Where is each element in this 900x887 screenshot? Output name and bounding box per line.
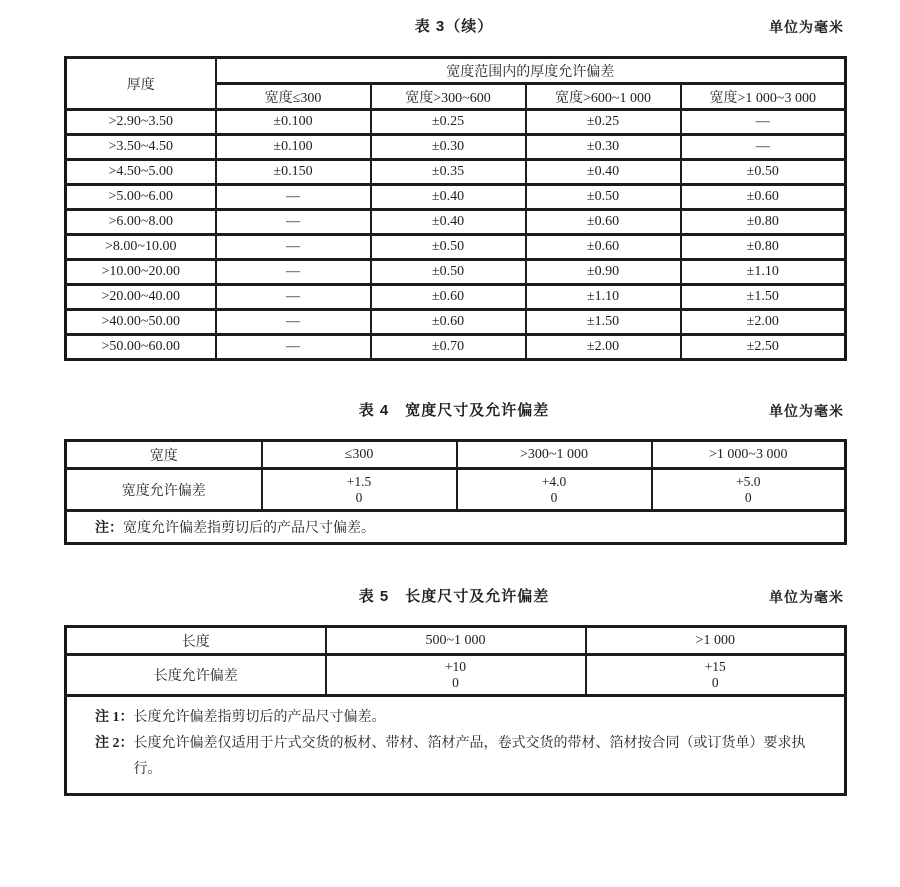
table3-subheader: 宽度>1 000~3 000 (681, 84, 846, 110)
thickness-range-cell: >4.50~5.00 (66, 160, 216, 185)
thickness-range-cell: >5.00~6.00 (66, 185, 216, 210)
table5-notes (66, 696, 846, 795)
note-label: 注 1： (95, 710, 134, 725)
tolerance-cell: ±0.60 (526, 235, 681, 260)
table3-caption: 表 3（续） (414, 18, 494, 35)
tolerance-cell: — (216, 285, 371, 310)
tolerance-cell: — (681, 135, 846, 160)
thickness-range-cell: >2.90~3.50 (66, 110, 216, 135)
tolerance-stacked-cell (652, 469, 846, 511)
note-2 (95, 731, 828, 783)
table-row (66, 160, 846, 185)
table-row (66, 335, 846, 360)
note-text: 长度允许偏差仅适用于片式交货的板材、带材、箔材产品，卷式交货的带材、箔材按合同（或订货单）要求执行。 (133, 736, 806, 777)
tolerance-cell: ±0.100 (216, 135, 371, 160)
table3-subheader: 宽度>600~1 000 (526, 84, 681, 110)
table5-caption: 表 5 长度尺寸及允许偏差 (358, 588, 550, 605)
tolerance-cell: ±2.00 (681, 310, 846, 335)
tolerance-cell: ±0.40 (526, 160, 681, 185)
tolerance-cell: ±1.50 (681, 285, 846, 310)
table4-unit-label: 单位为毫米 (769, 403, 844, 419)
note-text: 宽度允许偏差指剪切后的产品尺寸偏差。 (123, 521, 375, 536)
table4-header-range: >300~1 000 (457, 441, 652, 469)
table3-caption-row (64, 16, 844, 38)
tolerance-cell: ±2.50 (681, 335, 846, 360)
table4-note (66, 511, 846, 544)
tolerance-lower: 0 (550, 489, 558, 505)
tolerance-cell: — (216, 335, 371, 360)
tolerance-lower: 0 (711, 675, 719, 690)
tolerance-cell: — (216, 260, 371, 285)
table5-caption-row (64, 586, 844, 608)
table4-width-tolerance (64, 439, 847, 545)
table4-header-range: ≤300 (262, 441, 457, 469)
tolerance-cell: ±2.00 (526, 335, 681, 360)
note-text: 长度允许偏差指剪切后的产品尺寸偏差。 (133, 710, 386, 725)
tolerance-cell: — (216, 235, 371, 260)
tolerance-stacked-cell (586, 655, 846, 696)
tolerance-cell: ±0.150 (216, 160, 371, 185)
thickness-range-cell: >3.50~4.50 (66, 135, 216, 160)
table5-notes-row (66, 696, 846, 795)
tolerance-upper: +15 (704, 659, 726, 674)
table4-caption: 表 4 宽度尺寸及允许偏差 (358, 402, 550, 419)
table-row (66, 655, 846, 696)
table5-header-range: 500~1 000 (326, 627, 586, 655)
thickness-range-cell: >50.00~60.00 (66, 335, 216, 360)
tolerance-cell: ±0.100 (216, 110, 371, 135)
table3-subheader: 宽度≤300 (216, 84, 371, 110)
table5-header-range: >1 000 (586, 627, 846, 655)
tolerance-cell: ±0.40 (371, 185, 526, 210)
table-row (66, 110, 846, 135)
tolerance-upper: +10 (444, 659, 467, 674)
note-label: 注： (95, 521, 123, 536)
table4-caption-row (64, 400, 844, 422)
table-row (66, 310, 846, 335)
tolerance-cell: ±0.60 (526, 210, 681, 235)
tolerance-cell: ±0.50 (681, 160, 846, 185)
tolerance-cell: ±0.80 (681, 210, 846, 235)
tolerance-upper: +5.0 (736, 473, 761, 489)
tolerance-cell: ±0.25 (371, 110, 526, 135)
tolerance-stacked-cell (457, 469, 652, 511)
table5-length-tolerance (64, 625, 847, 796)
row-label-cell: 宽度允许偏差 (66, 469, 262, 511)
table5-header-length: 长度 (66, 627, 326, 655)
tolerance-cell: ±0.90 (526, 260, 681, 285)
thickness-range-cell: >8.00~10.00 (66, 235, 216, 260)
table3-unit-label: 单位为毫米 (769, 19, 844, 35)
thickness-range-cell: >40.00~50.00 (66, 310, 216, 335)
table5-header-row (66, 627, 846, 655)
tolerance-cell: — (216, 185, 371, 210)
tolerance-lower: 0 (355, 489, 363, 505)
tolerance-cell: ±0.60 (371, 285, 526, 310)
row-label-cell: 长度允许偏差 (66, 655, 326, 696)
tolerance-lower: 0 (744, 489, 752, 505)
tolerance-cell: — (216, 310, 371, 335)
table-row (66, 260, 846, 285)
table3-header-span: 宽度范围内的厚度允许偏差 (216, 58, 846, 84)
table5-unit-label: 单位为毫米 (769, 589, 844, 605)
tolerance-cell: ±1.10 (681, 260, 846, 285)
table4-header-width: 宽度 (66, 441, 262, 469)
table4-header-range: >1 000~3 000 (652, 441, 846, 469)
tolerance-cell: ±0.50 (526, 185, 681, 210)
tolerance-cell: ±0.70 (371, 335, 526, 360)
tolerance-lower: 0 (452, 675, 459, 690)
tolerance-stacked-cell (326, 655, 586, 696)
table-row (66, 469, 846, 511)
note-label: 注 2： (95, 736, 134, 751)
tolerance-cell: ±0.50 (371, 235, 526, 260)
tolerance-stacked-cell (262, 469, 457, 511)
thickness-range-cell: >10.00~20.00 (66, 260, 216, 285)
tolerance-cell: — (216, 210, 371, 235)
tolerance-cell: ±0.30 (526, 135, 681, 160)
tolerance-upper: +4.0 (541, 473, 567, 489)
tolerance-cell: ±0.80 (681, 235, 846, 260)
table3-header-thickness: 厚度 (66, 58, 216, 110)
tolerance-cell: ±1.50 (526, 310, 681, 335)
table4-header-row (66, 441, 846, 469)
thickness-range-cell: >20.00~40.00 (66, 285, 216, 310)
tolerance-cell: ±0.60 (681, 185, 846, 210)
tolerance-upper: +1.5 (346, 473, 372, 489)
table-row (66, 285, 846, 310)
tolerance-cell: ±1.10 (526, 285, 681, 310)
tolerance-cell: ±0.35 (371, 160, 526, 185)
table4-note-row (66, 511, 846, 544)
tolerance-cell: ±0.30 (371, 135, 526, 160)
table-row (66, 235, 846, 260)
tolerance-cell: ±0.40 (371, 210, 526, 235)
table3-header-row-1 (66, 58, 846, 84)
table3-thickness-tolerance (64, 56, 847, 361)
document-page (64, 16, 844, 796)
tolerance-cell: ±0.25 (526, 110, 681, 135)
tolerance-cell: ±0.50 (371, 260, 526, 285)
thickness-range-cell: >6.00~8.00 (66, 210, 216, 235)
table-row (66, 210, 846, 235)
table-row (66, 135, 846, 160)
table3-subheader: 宽度>300~600 (371, 84, 526, 110)
table-row (66, 185, 846, 210)
tolerance-cell: ±0.60 (371, 310, 526, 335)
tolerance-cell: — (681, 110, 846, 135)
note-1 (95, 705, 828, 731)
